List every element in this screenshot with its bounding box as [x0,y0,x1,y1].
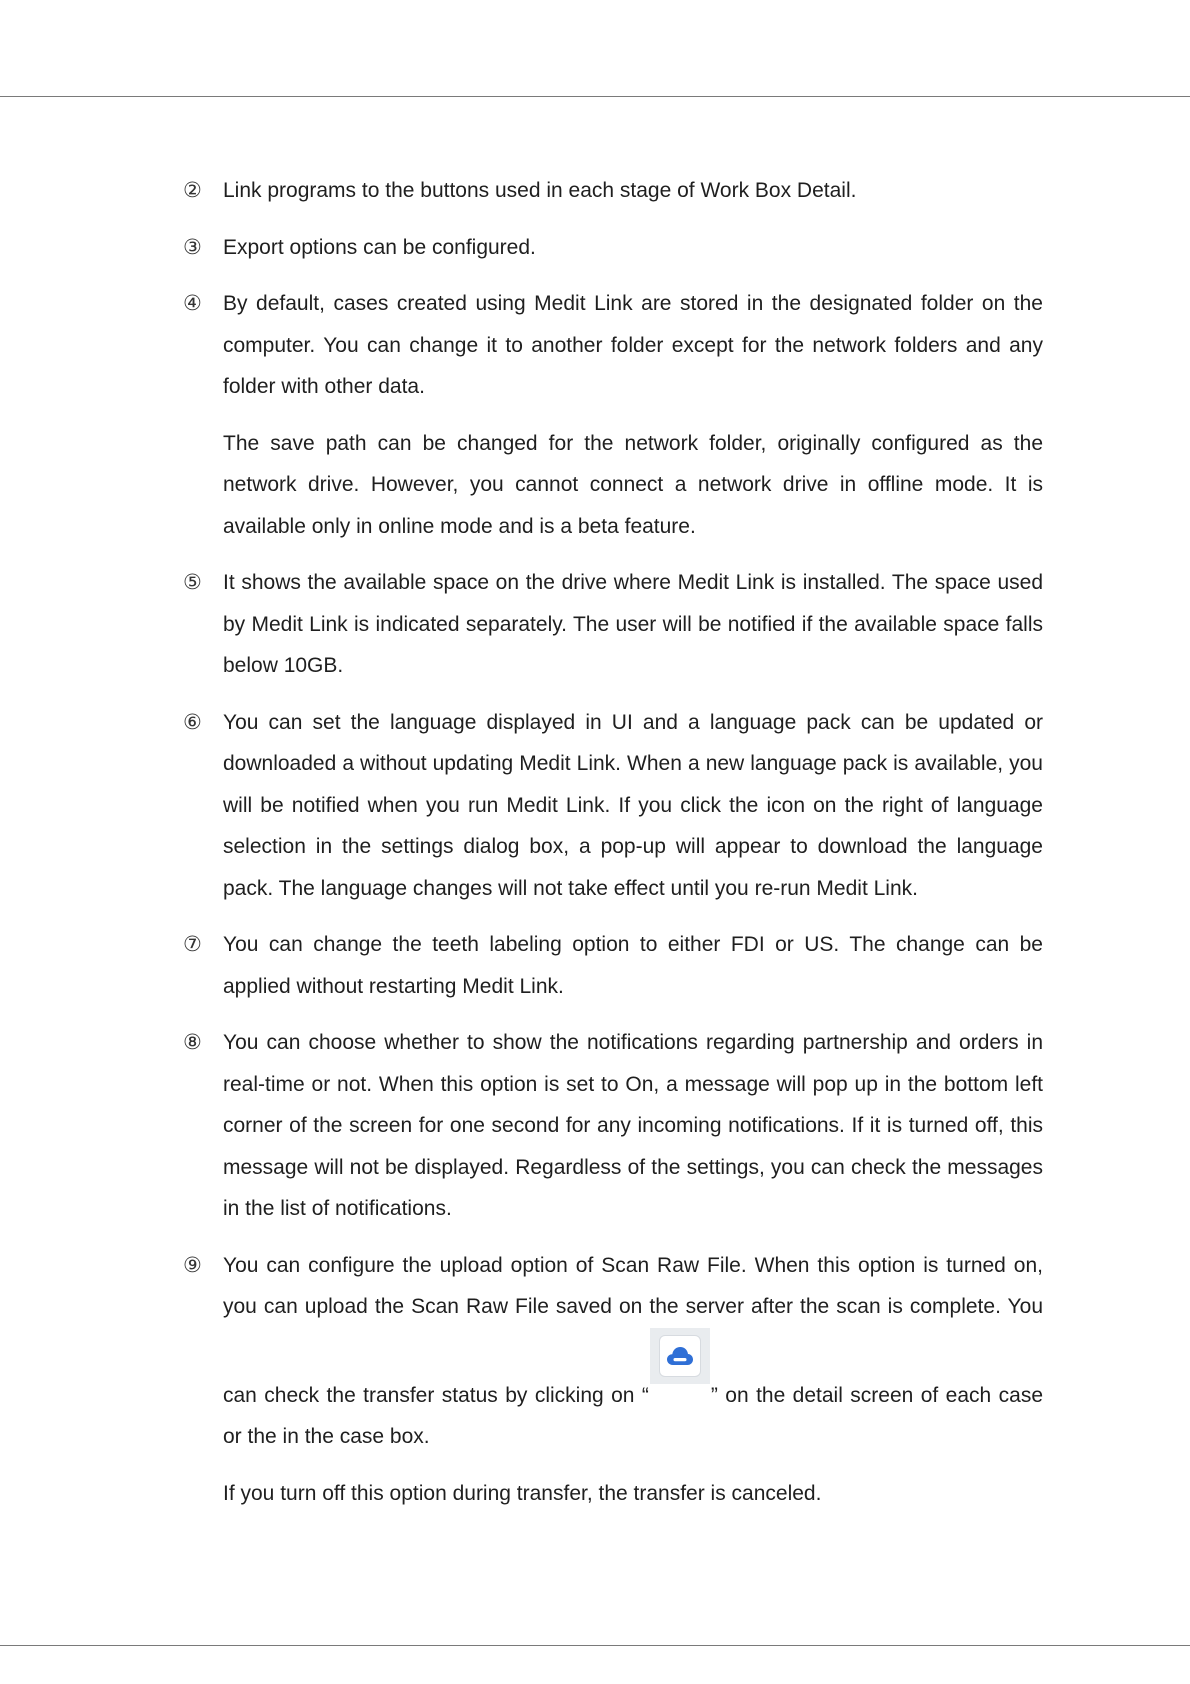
cloud-icon-graphic [666,1344,694,1368]
item-marker: ⑨ [183,1252,202,1277]
cloud-upload-icon-tile [659,1335,701,1377]
item-marker: ⑥ [183,709,202,734]
item-paragraph [223,1245,1043,1458]
item-paragraph: It shows the available space on the drive where Medit Link is installed. The space used by Medit Link is indicated separately. The user will be notified if the available space falls below 10GB. [223,571,1043,677]
item-marker: ⑤ [183,570,202,594]
item-paragraph: You can change the teeth labeling option to either FDI or US. The change can be applied without restarting Medit Link. [223,933,1043,998]
item-paragraph: Link programs to the buttons used in each stage of Work Box Detail. [223,179,857,202]
header-rule [0,96,1190,97]
list-item [183,1022,1043,1230]
list-item [183,227,1043,269]
item-marker: ⑧ [183,1030,202,1054]
item-marker: ⑦ [183,932,202,956]
list-item [183,283,1043,547]
item-paragraph: You can set the language displayed in UI and a language pack can be updated or downloaded a without updating Medit Link. When a new language pack is available, you will be notified when you run Medit Link. If you click the icon on the right of language selection in the settings dialog box, a pop-up will appear to download the language pack. The language changes will not take effect until you re-run Medit Link. [223,710,1043,900]
item-paragraph: By default, cases created using Medit Link are stored in the designated folder on the computer. You can change it to another folder except for the network folders and any folder with other data. [223,292,1043,398]
item-marker: ② [183,178,202,202]
list-item [183,702,1043,910]
item-marker: ④ [183,291,202,315]
para-text-before-icon: You can configure the upload option of Scan Raw File. When this option is turned on, you can upload the Scan Raw File saved on the server after the scan is complete. You can check the transfer status by clicking on “ [223,1253,1043,1407]
footer-rule [0,1645,1190,1646]
item-marker: ③ [183,234,202,259]
cloud-upload-icon [650,1328,710,1384]
list-item [183,924,1043,1007]
item-paragraph: Export options can be configured. [223,235,536,259]
item-paragraph: You can choose whether to show the notifications regarding partnership and orders in real-time or not. When this option is set to On, a message will pop up in the bottom left corner of the screen for one second for any incoming notifications. If it is turned off, this message will not be displayed. Regardless of the settings, you can check the messages in the list of notifications. [223,1031,1043,1220]
para-text-after-icon: ” on the detail screen of each case or the in the case box. [223,1383,1043,1448]
item-paragraph: The save path can be changed for the network folder, originally configured as the network drive. However, you cannot connect a network drive in offline mode. It is available only in online mode and is a beta feature. [223,431,1043,538]
item-paragraph: If you turn off this option during transfer, the transfer is canceled. [223,1481,822,1505]
list-item [183,1245,1043,1515]
page-content [183,170,1043,1529]
list-item [183,562,1043,687]
list-item [183,170,1043,212]
